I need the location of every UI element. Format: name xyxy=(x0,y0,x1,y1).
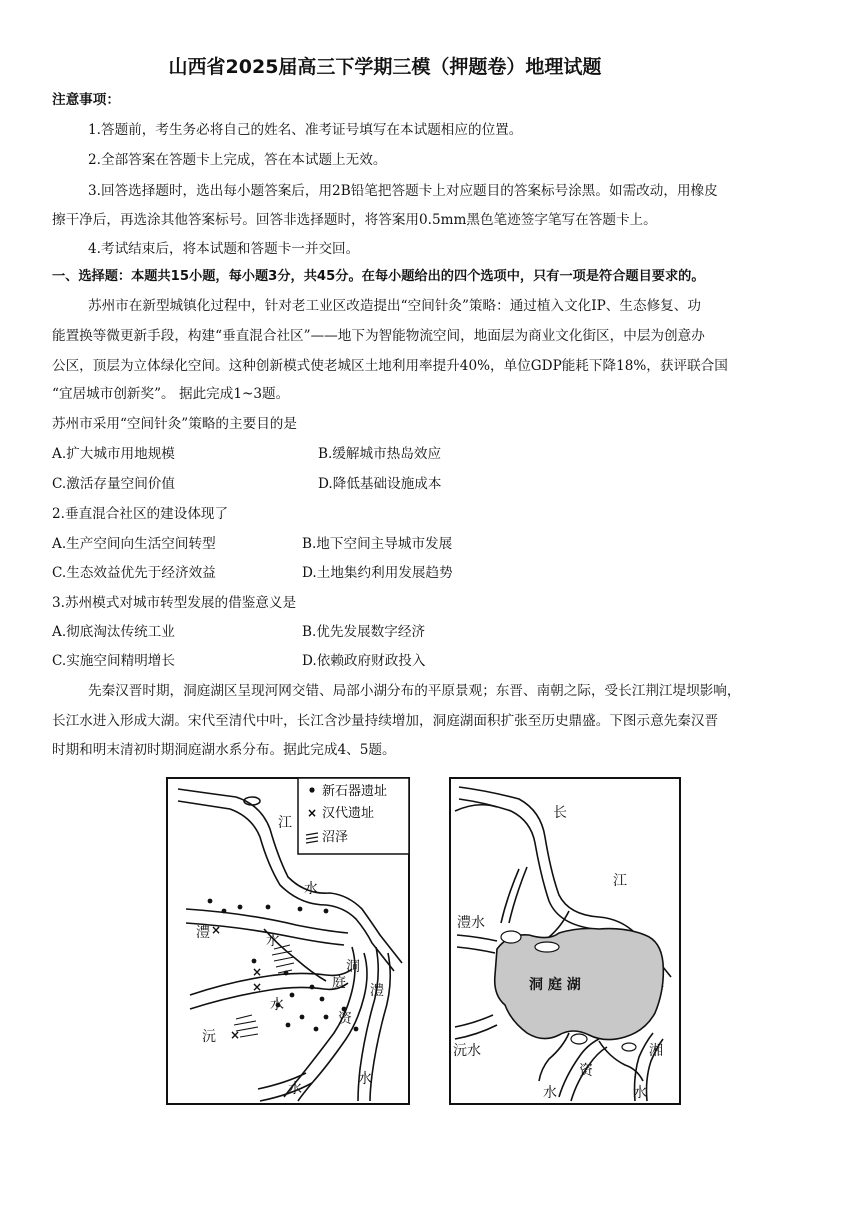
option: B.优先发展数字经济 xyxy=(302,624,426,640)
notice-item: 3.回答选择题时，选出每小题答案后，用2B铅笔把答题卡上对应题目的答案标号涂黑。如需改动，用橡皮 xyxy=(88,183,718,199)
legend-han: 汉代遗址 xyxy=(322,806,375,821)
passage-line: 先秦汉晋时期，洞庭湖区呈现河网交错、局部小湖分布的平原景观；东晋、南朝之际，受长江荆江堤坝影响， xyxy=(88,683,741,699)
label-shui: 水 xyxy=(543,1085,557,1101)
notice-item: 擦干净后，再选涂其他答案标号。回答非选择题时，将答案用0.5mm黑色笔迹签字笔写在答题卡上。 xyxy=(52,212,657,228)
svg-text:×: × xyxy=(211,923,222,937)
map-ming-qing-dongting xyxy=(449,777,681,1105)
svg-text:×: × xyxy=(307,806,318,820)
label-yuanshui: 沅水 xyxy=(453,1043,481,1059)
option: D.降低基础设施成本 xyxy=(318,476,442,492)
passage-line: 能置换等微更新手段，构建“垂直混合社区”——地下为智能物流空间，地面层为商业文化街区，中层为创意办 xyxy=(52,328,705,344)
label-shui: 水 xyxy=(633,1085,647,1101)
notice-item: 2.全部答案在答题卡上完成，答在本试题上无效。 xyxy=(88,152,387,168)
label-chang: 长 xyxy=(553,805,567,821)
option: A.生产空间向生活空间转型 xyxy=(52,536,216,552)
option: B.地下空间主导城市发展 xyxy=(302,536,453,552)
label-zi: 资 xyxy=(579,1063,593,1079)
label-shui: 水 xyxy=(358,1071,372,1087)
label-xiang: 湘 xyxy=(649,1043,663,1059)
label-lishui: 澧水 xyxy=(457,915,485,931)
label-jiang: 江 xyxy=(278,815,292,831)
label-shui: 水 xyxy=(270,997,284,1013)
label-ting: 庭 xyxy=(332,975,346,991)
option: C.生态效益优先于经济效益 xyxy=(52,565,216,581)
passage-line: “宜居城市创新奖”。 据此完成1~3题。 xyxy=(52,386,290,402)
legend-marsh: 沼泽 xyxy=(322,830,349,845)
section-heading: 一、选择题：本题共15小题，每小题3分，共45分。在每小题给出的四个选项中，只有一项是符合题目要求的。 xyxy=(52,269,705,284)
label-jiang: 江 xyxy=(613,873,627,889)
label-zi: 资 xyxy=(338,1011,352,1027)
option: B.缓解城市热岛效应 xyxy=(318,446,442,462)
svg-text:×: × xyxy=(252,965,263,979)
label-dong: 洞 xyxy=(346,959,360,975)
label-shui: 水 xyxy=(288,1081,302,1097)
notice-item: 4.考试结束后，将本试题和答题卡一并交回。 xyxy=(88,241,360,257)
question-stem: 2.垂直混合社区的建设体现了 xyxy=(52,506,229,522)
option: A.彻底淘汰传统工业 xyxy=(52,624,175,640)
option: A.扩大城市用地规模 xyxy=(52,446,175,462)
label-dongting-lake: 洞 庭 湖 xyxy=(529,977,581,993)
legend-neolithic: 新石器遗址 xyxy=(322,784,388,799)
notice-heading: 注意事项： xyxy=(52,92,120,108)
option: D.依赖政府财政投入 xyxy=(302,653,426,669)
passage-line: 苏州市在新型城镇化过程中，针对老工业区改造提出“空间针灸”策略：通过植入文化IP、生态修复、功 xyxy=(88,298,701,314)
passage-line: 公区，顶层为立体绿化空间。这种创新模式使老城区土地利用率提升40%，单位GDP能耗下降18%，获评联合国 xyxy=(52,358,728,374)
option: D.土地集约利用发展趋势 xyxy=(302,565,453,581)
option: C.实施空间精明增长 xyxy=(52,653,175,669)
question-stem: 3.苏州模式对城市转型发展的借鉴意义是 xyxy=(52,595,297,611)
option: C.激活存量空间价值 xyxy=(52,476,175,492)
passage-line: 长江水进入形成大湖。宋代至清代中叶，长江含沙量持续增加，洞庭湖面积扩张至历史鼎盛。下图示意先秦汉晋 xyxy=(52,713,719,729)
question-stem: 苏州市采用“空间针灸”策略的主要目的是 xyxy=(52,416,297,432)
svg-text:×: × xyxy=(252,980,263,994)
notice-item: 1.答题前，考生务必将自己的姓名、准考证号填写在本试题相应的位置。 xyxy=(88,122,523,138)
map-ancient-dongting xyxy=(166,777,410,1105)
page-title: 山西省2025届高三下学期三模（押题卷）地理试题 xyxy=(168,56,602,78)
label-li: 澧 xyxy=(370,983,384,999)
passage-line: 时期和明末清初时期洞庭湖水系分布。据此完成4、5题。 xyxy=(52,742,396,758)
label-li: 澧 xyxy=(196,925,210,941)
svg-text:×: × xyxy=(230,1028,241,1042)
label-yuan: 沅 xyxy=(202,1029,216,1045)
label-shui: 水 xyxy=(266,933,280,949)
label-shui: 水 xyxy=(304,881,318,897)
